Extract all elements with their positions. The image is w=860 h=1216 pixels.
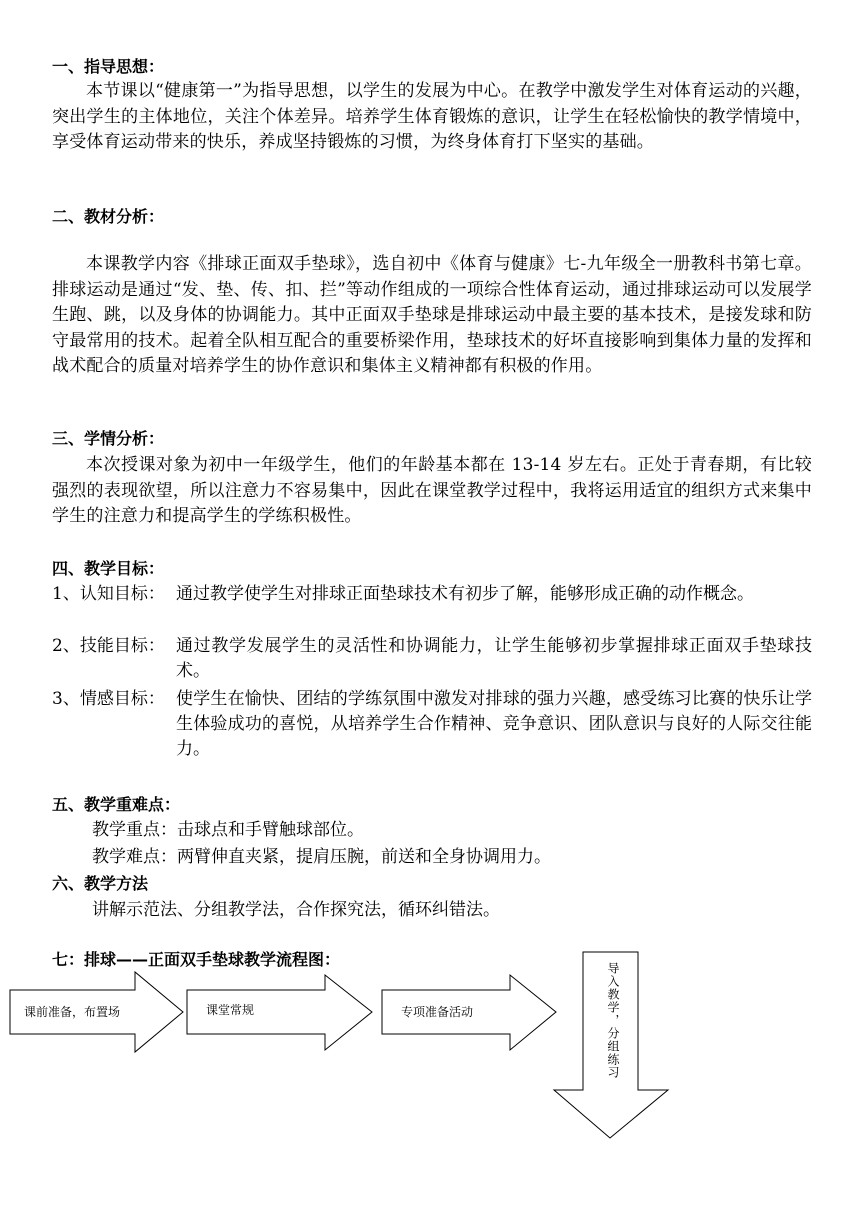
flowchart-arrows bbox=[0, 940, 860, 1160]
section-heading-teaching-objectives: 四、教学目标： bbox=[52, 559, 165, 578]
section-body-material-analysis: 本课教学内容《排球正面双手垫球》，选自初中《体育与健康》七-九年级全一册教科书第七章。排球运动是通过“发、垫、传、扣、拦”等动作组成的一项综合性体育运动，通过排球运动可以发展学生跑、跳，以及身体的协调能力。其中正面双手垫球是排球运动中最主要的基本技术，是接发球和防守最常用的技术。起着全队相互配合的重要桥梁作用，垫球技术的好坏直接影响到集体力量的发挥和战术配合的质量对培养学生的协作意识和集体主义精神都有积极的作用。 bbox=[52, 254, 812, 376]
section-heading-material-analysis: 二、教材分析： bbox=[52, 207, 165, 226]
objective-text: 通过教学发展学生的灵活性和协调能力，让学生能够初步掌握排球正面双手垫球技术。 bbox=[176, 636, 812, 681]
teaching-flowchart bbox=[0, 940, 860, 1160]
section-heading-guiding-ideology: 一、指导思想： bbox=[52, 57, 165, 76]
section-body-guiding-ideology: 本节课以“健康第一”为指导思想，以学生的发展为中心。在教学中激发学生对体育运动的兴趣，突出学生的主体地位，关注个体差异。培养学生体育锻炼的意识，让学生在轻松愉快的教学情境中，享受体育运动带来的快乐，养成坚持锻炼的习惯，为终身体育打下坚实的基础。 bbox=[52, 81, 812, 152]
objective-label: 3、情感目标： bbox=[52, 689, 165, 709]
section-heading-teaching-methods: 六、教学方法 bbox=[52, 874, 149, 893]
difficult-point-text: 教学难点：两臂伸直夹紧，提肩压腕，前送和全身协调用力。 bbox=[92, 847, 551, 867]
objective-text: 使学生在愉快、团结的学练氛围中激发对排球的强力兴趣，感受练习比赛的快乐让学生体验成功的喜悦，从培养学生合作精神、竞争意识、团队意识与良好的人际交往能力。 bbox=[176, 689, 812, 759]
teaching-methods-text: 讲解示范法、分组教学法，合作探究法，循环纠错法。 bbox=[92, 900, 500, 920]
flow-step-label: 课堂常规 bbox=[206, 1003, 255, 1017]
objective-label: 2、技能目标： bbox=[52, 636, 165, 656]
flow-step-label: 课前准备，布置场 bbox=[24, 1005, 121, 1019]
section-heading-key-difficult-points: 五、教学重难点： bbox=[52, 795, 181, 814]
key-point-text: 教学重点：击球点和手臂触球部位。 bbox=[92, 820, 364, 840]
section-heading-flowchart: 七：排球——正面双手垫球教学流程图： bbox=[52, 950, 341, 969]
section-body-student-analysis: 本次授课对象为初中一年级学生，他们的年龄基本都在 13-14 岁左右。正处于青春期，有比较强烈的表现欲望，所以注意力不容易集中，因此在课堂教学过程中，我将运用适宜的组织方式来集中学生的注意力和提高学生的学练积极性。 bbox=[52, 455, 812, 526]
objective-label: 1、认知目标： bbox=[52, 584, 165, 604]
flow-step-label-vertical: 导入教学，分组练习 bbox=[606, 962, 620, 1079]
objective-text: 通过教学使学生对排球正面垫球技术有初步了解，能够形成正确的动作概念。 bbox=[176, 584, 754, 604]
flow-step-label: 专项准备活动 bbox=[401, 1005, 474, 1019]
section-heading-student-analysis: 三、学情分析： bbox=[52, 429, 165, 448]
